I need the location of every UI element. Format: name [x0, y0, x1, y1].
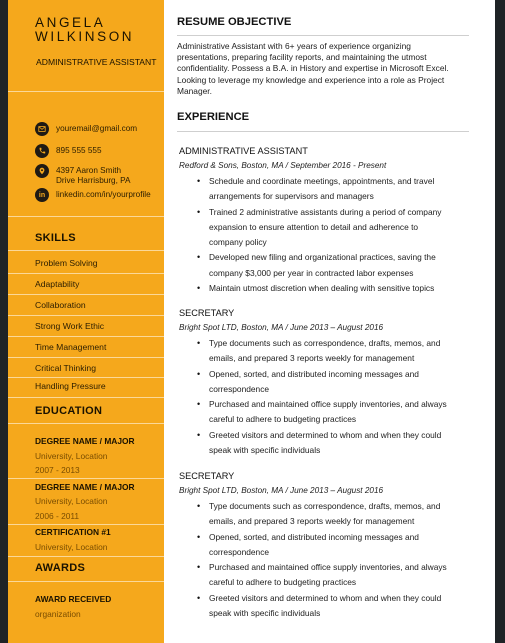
- divider: [8, 377, 164, 378]
- bullet-item: [197, 591, 477, 622]
- education-title: DEGREE NAME / MAJOR: [35, 482, 135, 492]
- phone-icon: [35, 144, 49, 158]
- skill-item: Strong Work Ethic: [35, 321, 105, 331]
- objective-text: [177, 41, 487, 97]
- divider: [8, 357, 164, 358]
- bullet-line: • Purchased and maintained office supply inventories, and always: [209, 399, 447, 410]
- email-icon: [35, 122, 49, 136]
- contact-linkedin[interactable]: [35, 188, 151, 202]
- divider: [177, 35, 469, 36]
- skill-item: Critical Thinking: [35, 363, 96, 373]
- education-title: DEGREE NAME / MAJOR: [35, 436, 135, 446]
- bullet-item: [197, 530, 477, 561]
- skill-item: Handling Pressure: [35, 381, 106, 391]
- candidate-role: ADMINISTRATIVE ASSISTANT: [36, 57, 157, 67]
- job-meta: Bright Spot LTD, Boston, MA / June 2013 – August 2016: [179, 486, 384, 495]
- contact-email[interactable]: [35, 122, 137, 136]
- divider: [8, 524, 164, 525]
- skill-item: Time Management: [35, 342, 107, 352]
- education-dates: 2007 - 2013: [35, 465, 80, 475]
- divider: [8, 273, 164, 274]
- bullet-line: careful to adhere to budgeting practices: [209, 414, 357, 425]
- bullet-line: • Opened, sorted, and distributed incoming messages and: [209, 531, 419, 542]
- phone-text: 895 555 555: [56, 146, 102, 155]
- address-line-1: 4397 Aaron Smith: [56, 166, 122, 175]
- bullet-line: • Maintain utmost discretion when dealing with sensitive topics: [209, 283, 435, 294]
- bullet-item: [197, 205, 477, 251]
- bullet-item: [197, 174, 477, 205]
- bullet-line: • Purchased and maintained office supply inventories, and always: [209, 562, 447, 573]
- skill-item: Adaptability: [35, 279, 80, 289]
- divider: [8, 315, 164, 316]
- job-title: SECRETARY: [179, 308, 235, 318]
- bullet-line: speak with specific individuals: [209, 608, 321, 619]
- divider: [8, 478, 164, 479]
- location-pin-icon: [35, 164, 49, 178]
- linkedin-text: linkedin.com/in/yourprofile: [56, 190, 151, 199]
- divider: [8, 581, 164, 582]
- divider: [8, 397, 164, 398]
- award-title: AWARD RECEIVED: [35, 594, 112, 604]
- job-meta: Bright Spot LTD, Boston, MA / June 2013 – August 2016: [179, 323, 384, 332]
- bullet-item: [197, 397, 477, 428]
- award-organization: organization: [35, 609, 81, 619]
- objective-line: Looking to leverage my knowledge and experience into a role as Project: [177, 74, 445, 85]
- bullet-item: [197, 250, 477, 281]
- bullet-item: [197, 560, 477, 591]
- name-first: ANGELA: [35, 15, 106, 30]
- bullet-line: careful to adhere to budgeting practices: [209, 577, 357, 588]
- address-line-2: Drive Harrisburg, PA: [56, 176, 131, 185]
- bullet-line: speak with specific individuals: [209, 445, 321, 456]
- divider: [8, 294, 164, 295]
- experience-heading: EXPERIENCE: [177, 111, 250, 123]
- contact-address: [35, 164, 130, 186]
- objective-line: confidentiality. Possess a B.A. in History and expertise in Microsoft Excel.: [177, 63, 449, 74]
- education-location: University, Location: [35, 496, 108, 506]
- bullet-line: correspondence: [209, 546, 270, 557]
- divider: [8, 556, 164, 557]
- address-text: [56, 164, 130, 186]
- job-title: SECRETARY: [179, 471, 235, 481]
- bullet-item: [197, 367, 477, 398]
- main-content: [164, 0, 495, 643]
- job-bullets: [197, 499, 477, 621]
- skill-item: Collaboration: [35, 300, 86, 310]
- candidate-name: [35, 16, 134, 44]
- bullet-line: emails, and prepared 3 reports weekly for management: [209, 516, 415, 527]
- objective-heading: RESUME OBJECTIVE: [177, 16, 292, 28]
- bullet-line: • Greeted visitors and determined to whom and when they could: [209, 592, 442, 603]
- bullet-line: • Greeted visitors and determined to whom and when they could: [209, 429, 442, 440]
- divider: [8, 423, 164, 424]
- bullet-line: • Developed new filing and organizational practices, saving the: [209, 252, 436, 263]
- contact-phone[interactable]: [35, 144, 102, 158]
- education-location: University, Location: [35, 451, 108, 461]
- objective-line: Administrative Assistant with 6+ years of experience organizing: [177, 41, 411, 51]
- job-meta: Redford & Sons, Boston, MA / September 2016 - Present: [179, 161, 387, 170]
- bullet-line: • Opened, sorted, and distributed incoming messages and: [209, 368, 419, 379]
- bullet-line: correspondence: [209, 383, 270, 394]
- skills-heading: SKILLS: [35, 232, 76, 244]
- bullet-line: • Type documents such as correspondence, drafts, memos, and: [209, 501, 441, 511]
- job-title: ADMINISTRATIVE ASSISTANT: [179, 146, 308, 156]
- certification-location: University, Location: [35, 542, 108, 552]
- resume-page: [8, 0, 495, 643]
- bullet-line: company policy: [209, 237, 267, 248]
- sidebar: [8, 0, 164, 643]
- objective-line: Manager.: [177, 85, 212, 96]
- linkedin-icon: in: [35, 188, 49, 202]
- bullet-item: [197, 281, 477, 296]
- education-heading: EDUCATION: [35, 405, 103, 417]
- certification-title: CERTIFICATION #1: [35, 527, 111, 537]
- divider: [8, 250, 164, 251]
- bullet-item: [197, 428, 477, 459]
- skill-item: Problem Solving: [35, 258, 98, 268]
- divider: [8, 216, 164, 217]
- bullet-line: company $3,000 per year in contracted labor expenses: [209, 267, 414, 278]
- divider: [8, 336, 164, 337]
- job-bullets: [197, 336, 477, 458]
- email-text: youremail@gmail.com: [56, 124, 138, 133]
- bullet-line: arrangements for supervisors and managers: [209, 191, 374, 202]
- objective-line: presentations, preparing facility reports, and maintaining the utmost: [177, 52, 427, 63]
- job-bullets: [197, 174, 477, 296]
- divider: [8, 91, 164, 92]
- education-dates: 2006 - 2011: [35, 511, 80, 521]
- name-last: WILKINSON: [35, 29, 135, 44]
- bullet-item: [197, 336, 477, 367]
- bullet-line: • Trained 2 administrative assistants during a period of company: [209, 206, 442, 217]
- bullet-line: expansion to ensure attention to detail and adherence to: [209, 221, 419, 232]
- bullet-item: [197, 499, 477, 530]
- bullet-line: • Type documents such as correspondence, drafts, memos, and: [209, 338, 441, 348]
- bullet-line: • Schedule and coordinate meetings, appointments, and travel: [209, 176, 435, 186]
- awards-heading: AWARDS: [35, 562, 86, 574]
- bullet-line: emails, and prepared 3 reports weekly for management: [209, 353, 415, 364]
- divider: [177, 131, 469, 132]
